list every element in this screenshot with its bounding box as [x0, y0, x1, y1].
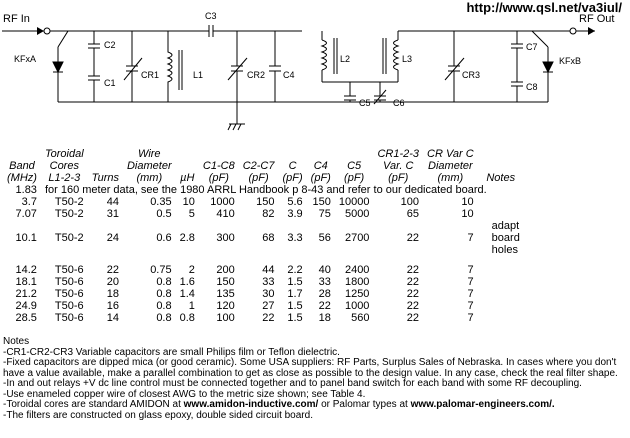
filter-schematic	[0, 0, 630, 146]
group-gap	[3, 256, 524, 264]
table-row	[3, 220, 524, 256]
table-cell: 1.5	[287, 300, 303, 312]
table-cell: 1800	[344, 276, 370, 288]
table-cell: 28.5	[15, 312, 37, 324]
table-cell: 1000	[210, 196, 235, 208]
header-cell: (pF)	[282, 172, 303, 184]
header-row	[3, 172, 524, 184]
header-cell: Wire	[138, 148, 161, 160]
header-cell: Toroidal	[44, 148, 84, 160]
table-cell: 33	[318, 276, 331, 288]
table-cell: 21.2	[15, 288, 37, 300]
table-cell: 0.75	[150, 264, 172, 276]
table-cell: 56	[318, 232, 331, 244]
table-cell: 5	[188, 208, 195, 220]
table-cell: 22	[406, 300, 420, 312]
header-cell: µH	[180, 172, 195, 184]
table-cell: 0.6	[156, 232, 172, 244]
c1-label: C1	[104, 78, 116, 88]
notes-cell	[478, 276, 524, 288]
source-url: http://www.qsl.net/va3iul/	[466, 0, 622, 15]
note-line: adapt	[491, 220, 520, 232]
header-row	[3, 160, 524, 172]
note-relays: -In and out relays +V dc line control must be connected together and to panel band switch for each band with some RF decoupling.	[3, 378, 582, 389]
table-cell: 150	[312, 196, 331, 208]
table-cell: 1.4	[179, 288, 195, 300]
table-cell: 22	[406, 312, 420, 324]
table-cell: 20	[106, 276, 119, 288]
table-cell: 5000	[344, 208, 370, 220]
cr3-label: CR3	[462, 70, 481, 80]
table-cell: 16	[106, 300, 119, 312]
table-cell: 14.2	[15, 264, 37, 276]
table-cell: 24	[106, 232, 119, 244]
table-cell: 18	[318, 312, 331, 324]
table-cell: T50-6	[54, 276, 84, 288]
header-cell: Cores	[49, 160, 79, 172]
table-row	[3, 288, 524, 300]
table-cell: T50-6	[54, 300, 84, 312]
c3-label: C3	[205, 11, 217, 21]
note-line: holes	[491, 244, 518, 256]
table-cell: 7	[467, 264, 474, 276]
table-cell: 65	[406, 208, 420, 220]
table-cell: 10	[461, 208, 474, 220]
kfxa-label: KFxA	[14, 54, 37, 64]
relay-b-diode	[543, 62, 553, 72]
inductor-l3	[394, 40, 399, 70]
table-cell: 100	[216, 312, 235, 324]
notes-cell	[478, 264, 524, 276]
header-cell: C	[288, 160, 297, 172]
table-cell: 2.8	[179, 232, 195, 244]
c4-label: C4	[283, 70, 295, 80]
table-cell: 300	[216, 232, 235, 244]
notes-section	[3, 337, 627, 421]
header-cell: (pF)	[344, 172, 365, 184]
notes-cell	[478, 196, 524, 208]
table-cell: 22	[406, 288, 420, 300]
header-cell	[88, 160, 123, 172]
inductor-l1	[168, 31, 172, 102]
header-cell: (pF)	[248, 172, 269, 184]
table-cell: 22	[262, 312, 275, 324]
header-cell: Notes	[486, 172, 516, 184]
table-cell: 3.9	[287, 208, 303, 220]
table-cell: 44	[262, 264, 275, 276]
header-cell: (mm)	[437, 172, 464, 184]
band-cell: 1.83	[15, 184, 37, 196]
notes-cell	[478, 208, 524, 220]
note-board: -The filters are constructed on glass epoxy, double sided circuit board.	[3, 409, 313, 421]
table-cell: 7	[467, 312, 474, 324]
table-cell: 75	[318, 208, 331, 220]
table-cell: 33	[262, 276, 275, 288]
table-cell: 18.1	[15, 276, 37, 288]
cr1-label: CR1	[141, 70, 160, 80]
header-cell: CR1-2-3	[377, 148, 420, 160]
table-cell: 2	[188, 264, 195, 276]
note-line: board	[491, 232, 520, 244]
header-cell: Band	[9, 160, 35, 172]
header-cell	[335, 148, 374, 160]
header-cell: Var. C	[383, 160, 414, 172]
filter-data-table	[3, 148, 524, 324]
table-cell: 24.9	[15, 300, 37, 312]
table-cell: T50-6	[54, 288, 84, 300]
c8-label: C8	[526, 82, 538, 92]
table-cell: T50-2	[54, 232, 84, 244]
table-cell: 2.2	[287, 264, 303, 276]
table-cell: 0.8	[156, 312, 172, 324]
header-cell	[478, 148, 524, 160]
rf-in-terminal	[44, 28, 50, 34]
table-cell: 150	[256, 196, 275, 208]
table-cell: 7	[467, 300, 474, 312]
header-cell	[176, 148, 199, 160]
table-cell: 22	[106, 264, 119, 276]
table-cell: 5.6	[287, 196, 303, 208]
table-row	[3, 300, 524, 312]
table-row	[3, 276, 524, 288]
table-cell: 0.8	[156, 288, 172, 300]
table-cell: 560	[351, 312, 370, 324]
table-cell: 22	[406, 264, 420, 276]
header-cell: (pF)	[310, 172, 331, 184]
header-cell: C4	[313, 160, 328, 172]
table-cell: 2700	[344, 232, 370, 244]
table-cell: 2400	[344, 264, 370, 276]
note-capacitors: -CR1-CR2-CR3 Variable capacitors are small Philips film or Teflon dielectric.	[3, 346, 340, 358]
relay-a-arm	[58, 31, 68, 47]
notes-cell	[478, 312, 524, 324]
header-cell: (pF)	[208, 172, 229, 184]
table-cell: 10.1	[15, 232, 37, 244]
table-cell: 22	[406, 276, 420, 288]
rf-in-label: RF In	[3, 13, 30, 25]
table-cell: 7	[467, 276, 474, 288]
table-cell: 82	[262, 208, 275, 220]
notes-cell	[478, 220, 524, 256]
table-cell: 3.7	[21, 196, 37, 208]
rf-out-label: RF Out	[579, 13, 615, 25]
table-cell: 22	[406, 232, 420, 244]
table-row	[3, 208, 524, 220]
table-cell: 0.8	[179, 312, 195, 324]
table-cell: 10	[461, 196, 474, 208]
table-cell: 1.7	[287, 288, 303, 300]
l2-label: L2	[340, 54, 351, 64]
table-cell: 31	[106, 208, 119, 220]
table-cell: 200	[216, 264, 235, 276]
palomar-link[interactable]: www.palomar-engineers.com/.	[410, 399, 555, 410]
header-cell	[199, 148, 239, 160]
amidon-link[interactable]: www.amidon-inductive.com/	[183, 399, 319, 410]
table-cell: 40	[318, 264, 331, 276]
table-cell: 1.6	[179, 276, 195, 288]
table-cell: 135	[216, 288, 235, 300]
notes-title: Notes	[3, 336, 30, 347]
header-cell	[307, 148, 335, 160]
table-cell: T50-6	[54, 312, 84, 324]
table-cell: 7	[467, 288, 474, 300]
header-cell: Turns	[91, 172, 119, 184]
table-cell: 3.3	[287, 232, 303, 244]
table-row	[3, 196, 524, 208]
cr2-label: CR2	[247, 70, 266, 80]
note-wire: -Use enameled copper wire of closest AWG to the metric size shown; see Table 4.	[3, 388, 366, 400]
table-cell: 410	[216, 208, 235, 220]
c7-label: C7	[526, 42, 538, 52]
table-cell: 44	[106, 196, 119, 208]
table-cell: 27	[262, 300, 275, 312]
table-cell: T50-2	[54, 208, 84, 220]
table-cell: T50-2	[54, 196, 84, 208]
c2-label: C2	[104, 40, 116, 50]
header-cell: C2-C7	[242, 160, 275, 172]
header-cell: C1-C8	[202, 160, 235, 172]
c5-label: C5	[359, 98, 371, 108]
header-cell	[176, 160, 199, 172]
l3-label: L3	[402, 54, 413, 64]
kfxb-label: KFxB	[559, 56, 582, 66]
header-cell: (MHz)	[7, 172, 37, 184]
rf-out-terminal	[570, 28, 576, 34]
relay-a-diode	[53, 62, 63, 72]
table-cell: 10	[182, 196, 195, 208]
table-cell: 100	[400, 196, 420, 208]
table-cell: 68	[262, 232, 275, 244]
table-cell: 0.35	[150, 196, 172, 208]
notes-cell	[478, 300, 524, 312]
note-toroids: -Toroidal cores are standard AMIDON at www.amidon-inductive.com/ or Palomar types at www.palomar-engineers.com/.	[3, 399, 555, 410]
table-cell: 7	[467, 232, 474, 244]
header-cell: (pF)	[388, 172, 409, 184]
table-cell: 18	[106, 288, 119, 300]
table-row	[3, 264, 524, 276]
header-cell: L1-2-3	[48, 172, 81, 184]
table-row	[3, 184, 524, 196]
table-cell: 30	[262, 288, 275, 300]
table-cell: 0.5	[156, 208, 172, 220]
header-cell: Diameter	[126, 160, 172, 172]
table-cell: 1000	[344, 300, 370, 312]
header-cell: (mm)	[136, 172, 163, 184]
table-cell: T50-6	[54, 264, 84, 276]
table-cell: 28	[318, 288, 331, 300]
header-cell	[279, 148, 307, 160]
l1-label: L1	[193, 70, 204, 80]
table-cell: 22	[318, 300, 331, 312]
c6-label: C6	[393, 98, 405, 108]
inductor-l2	[322, 40, 327, 70]
header-cell: Diameter	[428, 160, 473, 172]
note-fixed-capacitors: -Fixed capacitors are dipped mica (or good ceramic). Some USA suppliers: RF Parts, Surplus Sales of Nebraska. In cases where you don't have a value available, make a parallel combination to get as close as possible to the design value. In any case, check the real filter shape.	[3, 357, 618, 379]
table-cell: 0.8	[156, 300, 172, 312]
table-cell: 1.5	[287, 312, 303, 324]
header-cell	[478, 160, 524, 172]
header-cell	[3, 148, 41, 160]
header-cell	[239, 148, 279, 160]
table-cell: 150	[216, 276, 235, 288]
table-cell: 1250	[344, 288, 370, 300]
table-cell: 1.5	[287, 276, 303, 288]
header-cell: CR Var C	[427, 148, 474, 160]
table-row	[3, 312, 524, 324]
band-160-note: for 160 meter data, see the 1980 ARRL Handbook p 8-43 and refer to our dedicated board.	[44, 184, 487, 196]
table-cell: 120	[216, 300, 235, 312]
header-cell: C5	[347, 160, 362, 172]
table-cell: 7.07	[15, 208, 37, 220]
header-row	[3, 148, 524, 160]
table-cell: 14	[106, 312, 119, 324]
header-cell	[88, 148, 123, 160]
table-cell: 0.8	[156, 276, 172, 288]
table-cell: 1	[188, 300, 195, 312]
notes-cell	[478, 288, 524, 300]
table-cell: 10000	[338, 196, 370, 208]
